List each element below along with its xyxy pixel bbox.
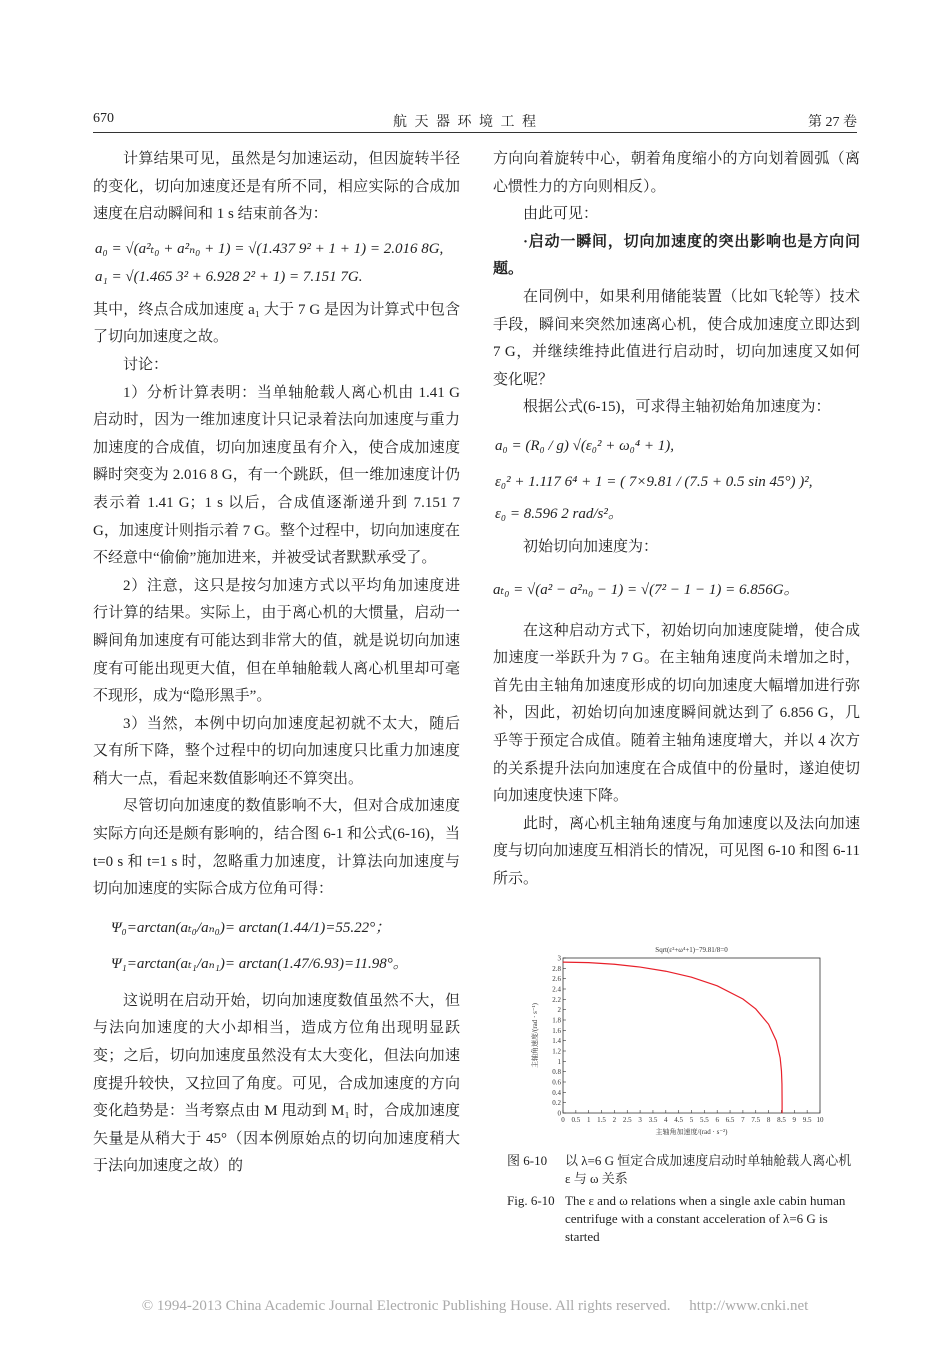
volume: 第 27 卷 — [808, 115, 857, 130]
y-axis-label: 主轴角速度/(rad · s⁻¹) — [531, 1003, 539, 1068]
chart-title: Sqrt(ε²+ω⁴+1)−79.81/8=0 — [655, 946, 728, 954]
x-tick-label: 3.5 — [648, 1116, 658, 1124]
data-point — [588, 962, 589, 963]
equation: a₁ = √(1.465 3² + 6.928 2² + 1) = 7.151 7G. — [95, 268, 363, 285]
figure-caption — [507, 1152, 857, 1246]
data-point — [782, 1113, 783, 1114]
y-tick-label: 2 — [557, 1006, 561, 1015]
x-tick-label: 7 — [741, 1116, 745, 1124]
x-tick-label: 1 — [586, 1116, 591, 1124]
equation: aₜ₀ = √(a² − a²ₙ₀ − 1) = √(7² − 1 − 1) = 6.856G。 — [493, 581, 799, 598]
x-tick-label: 5.5 — [699, 1116, 709, 1124]
y-tick-label: 1 — [557, 1057, 561, 1066]
y-tick-label: 0.8 — [552, 1068, 561, 1077]
y-tick-label: 0.4 — [552, 1088, 561, 1097]
y-tick-label: 3 — [557, 954, 561, 963]
x-axis-label: 主轴角加速度/(rad · s⁻²) — [655, 1128, 728, 1136]
y-tick-label: 1.6 — [552, 1026, 561, 1035]
y-tick-label: 1.8 — [552, 1016, 561, 1025]
x-tick-label: 3 — [638, 1116, 642, 1124]
data-point — [768, 1024, 769, 1025]
x-tick-label: 6 — [715, 1116, 719, 1124]
x-tick-label: 0.5 — [571, 1116, 581, 1124]
y-tick-label: 2.6 — [552, 975, 561, 984]
x-tick-label: 7.5 — [751, 1116, 761, 1124]
caption-en: The ε and ω relations when a single axle cabin human centrifuge with a constant acceleration of λ=6 G is started — [565, 1193, 846, 1244]
y-tick-label: 0.2 — [552, 1099, 561, 1108]
x-tick-label: 9.5 — [802, 1116, 812, 1124]
x-tick-label: 10 — [816, 1116, 824, 1124]
paragraph: 在这种启动方式下，初始切向加速度陡增，使合成加速度一举跃升为 7 G。在主轴角速度尚未增加之时，首先由主轴角加速度形成的切向加速度大幅增加进行弥补，因此，初始切向加速度瞬间就达到了 6.856 G，几乎等于预定合成值。随着主轴角速度增大，并以 4 次方的关系提升法向加速度在合成值中的份量时，遂迫使切向加速度快速下降。 — [493, 622, 860, 805]
caption-en-number: Fig. 6-10 — [507, 1193, 555, 1208]
x-tick-label: 1.5 — [597, 1116, 606, 1124]
x-tick-label: 4.5 — [674, 1116, 684, 1124]
footer-url[interactable]: http://www.cnki.net — [689, 1298, 809, 1314]
equation: a₀ = √(a²ₜ₀ + a²ₙ₀ + 1) = √(1.437 9² + 1 + 1) = 2.016 8G, — [95, 240, 444, 257]
y-tick-label: 0.6 — [552, 1078, 561, 1087]
y-tick-label: 1.4 — [552, 1037, 561, 1046]
paragraph: 这说明在启动开始，切向加速度数值虽然不大，但与法向加速度的大小却相当，造成方位角出现明显跃变；之后，切向加速度虽然没有太大变化，但法向加速度提升较快，又拉回了角度。可见，合成加速度的方向变化趋势是：当考察点由 M 甩动到 M₁ 时，合成加速度矢量是从稍大于 45°（因本例原始点的切向加速度稍大于法向加速度之故）的 — [93, 992, 460, 1175]
paragraph: 初始切向加速度为： — [523, 538, 659, 555]
x-tick-label: 0 — [561, 1116, 565, 1124]
paragraph: 1）分析计算表明：当单轴舱载人离心机由 1.41 G 启动时，因为一维加速度计只记录着法向加速度与重力加速度的合成值，切向加速度虽有介入，使合成加速度瞬时突变为 2.016 8 G，有一个跳跃，但一维加速度计仍表示着 1.41 G；1 s 以后，合成值逐渐递升到 7.151 7 G，加速度计则指示着 7 G。整个过程中，切向加速度在不经意中“偷偷”施加进来，并被受试者默默承受了。 — [93, 384, 460, 567]
data-point — [614, 964, 615, 965]
paragraph: 其中，终点合成加速度 a₁ 大于 7 G 是因为计算式中包含了切向加速度之故。 — [93, 301, 460, 346]
x-tick-label: 5 — [689, 1116, 694, 1124]
journal-title: 航 天 器 环 境 工 程 — [393, 115, 538, 130]
x-tick-label: 2 — [612, 1116, 617, 1124]
y-tick-label: 0 — [557, 1109, 561, 1118]
x-tick-label: 2.5 — [622, 1116, 632, 1124]
paragraph: 此时，离心机主轴角速度与角加速度以及法向加速度与切向加速度互相消长的情况，可见图 6-10 和图 6-11 所示。 — [493, 815, 860, 887]
equation: a₀ = (R₀ / g) √(ε₀² + ω₀⁴ + 1), — [495, 437, 674, 454]
x-tick-label: 8.5 — [777, 1116, 786, 1124]
copyright: © 1994-2013 China Academic Journal Electronic Publishing House. All rights reserved. — [141, 1298, 671, 1314]
data-point — [781, 1071, 782, 1072]
y-tick-label: 2.4 — [552, 985, 561, 994]
y-tick-label: 2.2 — [552, 995, 561, 1004]
equation: Ψ₁=arctan(aₜ₁/aₙ₁)= arctan(1.47/6.93)=11.98°。 — [111, 955, 408, 972]
data-point — [717, 985, 718, 986]
data-point — [691, 977, 692, 978]
data-point — [563, 962, 564, 963]
paragraph: 根据公式(6-15)，可求得主轴初始角加速度为： — [523, 399, 831, 416]
paragraph: 计算结果可见，虽然是匀加速运动，但因旋转半径的变化，切向加速度还是有所不同，相应实际的合成加速度在启动瞬间和 1 s 结束前各为： — [93, 151, 460, 223]
x-tick-label: 8 — [766, 1116, 771, 1124]
caption-cn: 以 λ=6 G 恒定合成加速度启动时单轴舱载人离心机 ε 与 ω 关系 — [565, 1153, 852, 1186]
figure-6-10-chart — [500, 940, 845, 1150]
equation: ε₀ = 8.596 2 rad/s²。 — [495, 505, 623, 522]
data-point — [780, 1058, 781, 1059]
footer — [0, 1298, 950, 1315]
paragraph: ·启动一瞬间，切向加速度的突出影响也是方向问题。 — [493, 233, 860, 278]
x-tick-label: 6.5 — [725, 1116, 735, 1124]
y-tick-label: 1.2 — [552, 1047, 561, 1056]
data-point — [640, 967, 641, 968]
equation: Ψ₀=arctan(aₜ₀/aₙ₀)= arctan(1.44/1)=55.22°； — [111, 919, 391, 936]
paragraph: 尽管切向加速度的数值影响不大，但对合成加速度实际方向还是颇有影响的，结合图 6-1 和公式(6-16)，当 t=0 s 和 t=1 s 时，忽略重力加速度，计算法向加速度与切向加速度的实际合成方位角可得： — [93, 798, 460, 898]
y-tick-label: 2.8 — [552, 964, 561, 973]
equation: ε₀² + 1.117 6⁴ + 1 = ( 7×9.81 / (7.5 + 0.5 sin 45°) )², — [495, 473, 813, 490]
running-header — [93, 110, 857, 133]
right-column — [493, 146, 860, 893]
data-point — [743, 999, 744, 1000]
paragraph: 方向向着旋转中心，朝着角度缩小的方向划着圆弧（离心惯性力的方向则相反）。 — [493, 151, 860, 195]
paragraph: 讨论： — [123, 356, 169, 373]
data-point — [776, 1040, 777, 1041]
paragraph: 2）注意，这只是按匀加速方式以平均角加速度进行计算的结果。实际上，由于离心机的大惯量，启动一瞬间角加速度有可能达到非常大的值，就是说切向加速度有可能出现更大值，但在单轴舱载人离心机里却可毫不现形，成为“隐形黑手”。 — [93, 577, 460, 705]
left-column — [93, 146, 460, 1181]
paragraph: 3）当然，本例中切向加速度起初就不太大，随后又有所下降，整个过程中的切向加速度只比重力加速度稍大一点，看起来数值影响还不算突出。 — [93, 715, 460, 787]
data-point — [782, 1102, 783, 1103]
x-tick-label: 4 — [664, 1116, 668, 1124]
series-line — [563, 962, 782, 1113]
page-number: 670 — [93, 111, 114, 126]
paragraph: 由此可见： — [523, 206, 599, 223]
data-point — [755, 1009, 756, 1010]
paragraph: 在同例中，如果利用储能装置（比如飞轮等）技术手段，瞬间来突然加速离心机，使合成加速度立即达到 7 G，并继续维持此值进行启动时，切向加速度又如何变化呢？ — [493, 288, 860, 388]
x-tick-label: 9 — [792, 1116, 797, 1124]
data-point — [782, 1084, 783, 1085]
data-point — [665, 971, 666, 972]
caption-cn-number: 图 6-10 — [507, 1153, 548, 1168]
